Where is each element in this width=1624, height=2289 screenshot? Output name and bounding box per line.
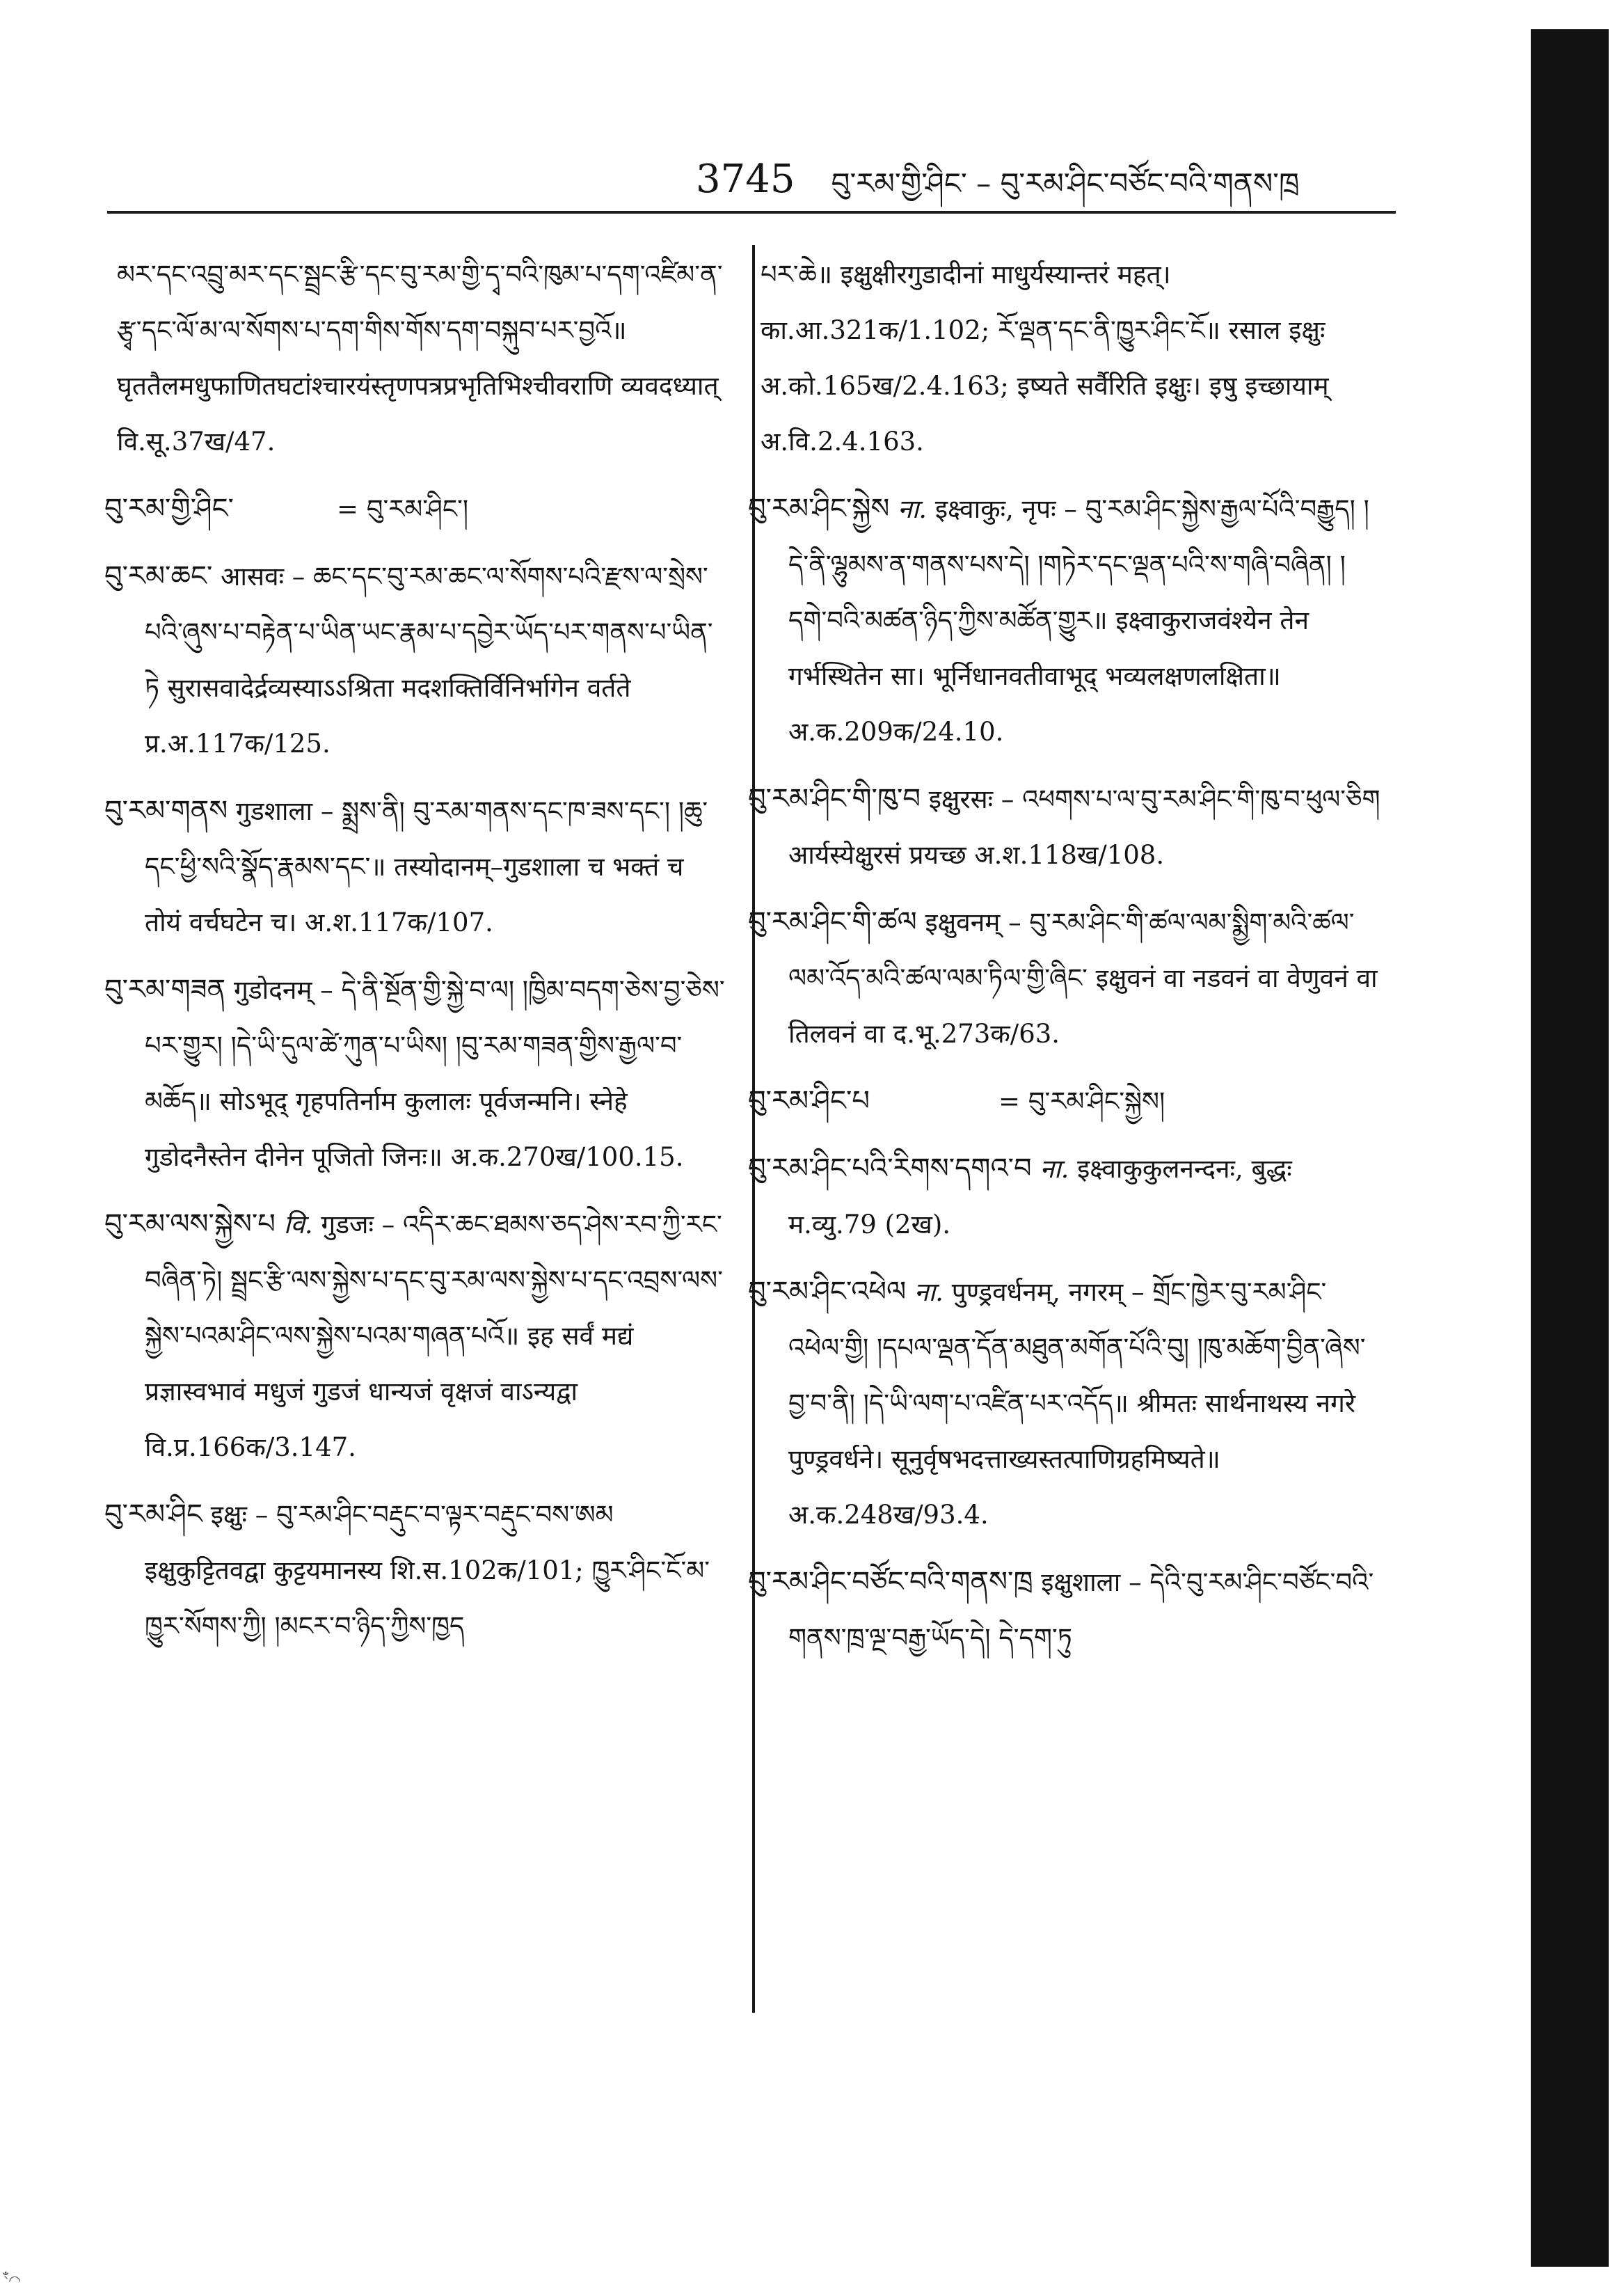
entry-body: गुडोदनम् – དེ་ནི་སྔོན་གྱི་སྐྱེ་བ་ལ། །ཁྱིམ་བདག་ཅེས་བྱ་ཅེས་པར་གྱུར། །དེ་ཡི་དུལ་ཚེ་ཀུན་པ་ཡིས། །བུ་རམ་གཟན་གྱིས་རྒྱལ་བ་མཆོད॥ सोऽभूद् गृहपतिर्नाम कुलालः पूर्वजन्मनि। स्नेहे गुडोदनैस्तेन दीनेन पूजितो जिनः॥ अ.क.270ख/100.15. [145, 975, 725, 1172]
entry-headword: བུ་རམ་ལས་སྐྱེས་པ [104, 1208, 276, 1240]
dictionary-entry [104, 548, 727, 772]
dictionary-entry [748, 247, 1381, 470]
page-header [696, 136, 1392, 202]
entry-headword: བུ་རམ་ཆང་ [104, 560, 213, 592]
entry-headword: བུ་རམ་གཟན [104, 974, 226, 1006]
entry-body: = བུ་རམ་ཤིང་། [336, 494, 469, 524]
header-rule [107, 211, 1396, 214]
page-number: 3745 [696, 157, 795, 202]
dictionary-entry [104, 481, 727, 537]
scan-edge-bar [1531, 29, 1609, 2267]
entry-body: इक्ष्वाकुकुलनन्दनः, बुद्धः म.व्यु.79 (2ख). [788, 1154, 1292, 1239]
grammar-label: ना. [898, 494, 928, 524]
dictionary-entry [748, 1554, 1381, 1666]
entry-headword: བུ་རམ་ཤིང་པའི་རིགས་དགའ་བ [748, 1153, 1032, 1185]
entry-headword: བུ་རམ་ཤིང་སྐྱེས [748, 493, 890, 525]
entry-body: = བུ་རམ་ཤིང་སྐྱེས། [998, 1086, 1165, 1116]
entry-body: इक्षुः – བུ་རམ་ཤིང་བརྡུང་བ་ལྟར་བརྡུང་བས་ཨམ इक्षुकुट्टितवद्वा कुट्टयमानस्य शि.स.102क/101; ཁྱུར་ཤིང་ངོ་མ་ཁྱུར་སོགས་ཀྱི། །མངར་བ་ཉིད་ཀྱིས་ཁྱད [145, 1500, 710, 1641]
entry-headword: བུ་རམ་གྱི་ཤིང་ [104, 493, 234, 525]
dictionary-entry [104, 783, 727, 951]
right-column [748, 247, 1381, 1677]
entry-body: इक्ष्वाकुः, नृपः – བུ་རམ་ཤིང་སྐྱེས་རྒྱལ་པོའི་བརྒྱུད། །དེ་ནི་ལྷུམས་ན་གནས་པས་དེ། །གཏེར་དང་ལྡན་པའི་ས་གཞི་བཞིན། །དགེ་བའི་མཚན་ཉིད་ཀྱིས་མཚོན་གྱུར॥ इक्ष्वाकुराजवंश्येन तेन गर्भस्थितेन सा। भूर्निधानवतीवाभूद् भव्यलक्षणलक्षिता॥ अ.क.209क/24.10. [788, 494, 1369, 747]
dictionary-entry [748, 1264, 1381, 1543]
entry-body: आसवः – ཆང་དང་བུ་རམ་ཆང་ལ་སོགས་པའི་རྫས་ལ་སྲེས་པའི་ཞུས་པ་བརྟེན་པ་ཡིན་ཡང་རྣམ་པ་དབྱེར་ཡོད་པར་གནས་པ་ཡིན་ཏེ सुरासवादेर्द्रव्यस्याऽऽश्रिता मदशक्तिर्विनिर्भागेन वर्तते प्र.अ.117क/125. [145, 562, 713, 759]
entry-body: པར་ཆེ॥ इक्षुक्षीरगुडादीनां माधुर्यस्यान्तरं महत्। का.आ.321क/1.102; རོ་ལྡན་དང་ནི་ཁྱུར་ཤིང་ངོ॥ रसाल इक्षुः अ.को.165ख/2.4.163; इष्यते सर्वैरिति इक्षुः। इषु इच्छायाम् अ.वि.2.4.163. [761, 260, 1329, 457]
grammar-label: ना. [1040, 1154, 1069, 1184]
entry-body: गुडशाला – སྨྲས་ནི། བུ་རམ་གནས་དང་ཁ་ཟས་དང་། །ཆུ་དང་ཕྱི་སའི་སྣོད་རྣམས་དང་॥ तस्योदानम्–गुडशाला च भक्तं च तोयं वर्चघटेन च। अ.श.117क/107. [145, 796, 708, 937]
entry-headword: བུ་རམ་ཤིང [104, 1498, 202, 1530]
entry-body: इक्षुशाला – དེའི་བུ་རམ་ཤིང་བཙོང་བའི་གནས་ཁྲ་ལྔ་བརྒྱ་ཡོད་དེ། དེ་དག་ཏུ [788, 1567, 1374, 1653]
grammar-label: ना. [914, 1277, 944, 1307]
dictionary-entry [748, 1141, 1381, 1253]
dictionary-entry [104, 247, 727, 470]
entry-body: མར་དང་འབྲུ་མར་དང་སྦྲང་རྩི་དང་བུ་རམ་གྱི་དྭ་བའི་ཁུམ་པ་དག་འཛིམ་ན་རྩྭ་དང་ལོ་མ་ལ་སོགས་པ་དག་གིས་གོས་དག་བསྐུབ་པར་བྱའོ॥ घृततैलमधुफाणितघटांश्चारयंस्तृणपत्रप्रभृतिभिश्चीवराणि व्यवदध्यात् वि.सू.37ख/47. [117, 260, 723, 457]
dictionary-entry [748, 481, 1381, 760]
dictionary-entry [104, 1196, 727, 1475]
entry-body: गुडजः – འདིར་ཆང་ཐམས་ཅད་ཤེས་རབ་ཀྱི་རང་བཞིན་ཏེ། སྦྲང་རྩི་ལས་སྐྱེས་པ་དང་བུ་རམ་ལས་སྐྱེས་པ་དང་འབྲས་ལས་སྐྱེས་པའམ་ཤིང་ལས་སྐྱེས་པའམ་གཞན་པའོ॥ इह सर्वं मद्यं प्रज्ञास्वभावं मधुजं गुडजं धान्यजं वृक्षजं वाऽन्यद्वा वि.प्र.166क/3.147. [145, 1210, 723, 1462]
entry-headword: བུ་རམ་ཤིང་འཕེལ [748, 1276, 907, 1308]
entry-headword: བུ་རམ་ཤིང་གི་ཁུ་བ [748, 783, 921, 815]
entry-body: पुण्ड्रवर्धनम्, नगरम् – གྲོང་ཁྱེར་བུ་རམ་ཤིང་འཕེལ་གྱི། །དཔལ་ལྡན་དོན་མཐུན་མགོན་པོའི་བུ། །ཁུ་མཆོག་བྱིན་ཞེས་བྱ་བ་ནི། །དེ་ཡི་ལག་པ་འཛིན་པར་འདོད॥ श्रीमतः सार्थनाथस्य नगरे पुण्ड्रवर्धने। सूनुर्वृषभदत्ताख्यस्तत्पाणिग्रहमिष्यते॥ अ.क.248ख/93.4. [788, 1277, 1366, 1530]
dictionary-entry [104, 962, 727, 1185]
entry-headword: བུ་རམ་གནས [104, 795, 228, 827]
entry-headword: བུ་རམ་ཤིང་པ [748, 1085, 870, 1117]
entry-body: इक्षुरसः – འཕགས་པ་ལ་བུ་རམ་ཤིང་གི་ཁུ་བ་ཕུལ་ཅིག आर्यस्येक्षुरसं प्रयच्छ अ.श.118ख/108. [788, 784, 1380, 870]
entry-body: इक्षुवनम् – བུ་རམ་ཤིང་གི་ཚལ་ལམ་སྨྱིག་མའི་ཚལ་ལམ་འོད་མའི་ཚལ་ལམ་ཏིལ་གྱི་ཞིང་ इक्षुवनं वा नडवनं वा वेणुवनं वा तिलवनं वा द.भू.273क/63. [788, 908, 1378, 1049]
dictionary-entry [748, 894, 1381, 1062]
running-head: བུ་རམ་གྱི་ཤིང་ – བུ་རམ་ཤིང་བཙོང་བའི་གནས་ཁྲ [831, 166, 1300, 200]
entry-headword: བུ་རམ་ཤིང་བཙོང་བའི་གནས་ཁྲ [748, 1566, 1033, 1598]
dictionary-entry [748, 1073, 1381, 1130]
scan-corner-mark: ꣳ⌒ [3, 2269, 21, 2286]
left-column [104, 247, 727, 1665]
entry-headword: བུ་རམ་ཤིང་གི་ཚལ [748, 906, 917, 938]
dictionary-entry [748, 771, 1381, 883]
grammar-label: वि. [283, 1210, 313, 1239]
dictionary-entry [104, 1487, 727, 1654]
